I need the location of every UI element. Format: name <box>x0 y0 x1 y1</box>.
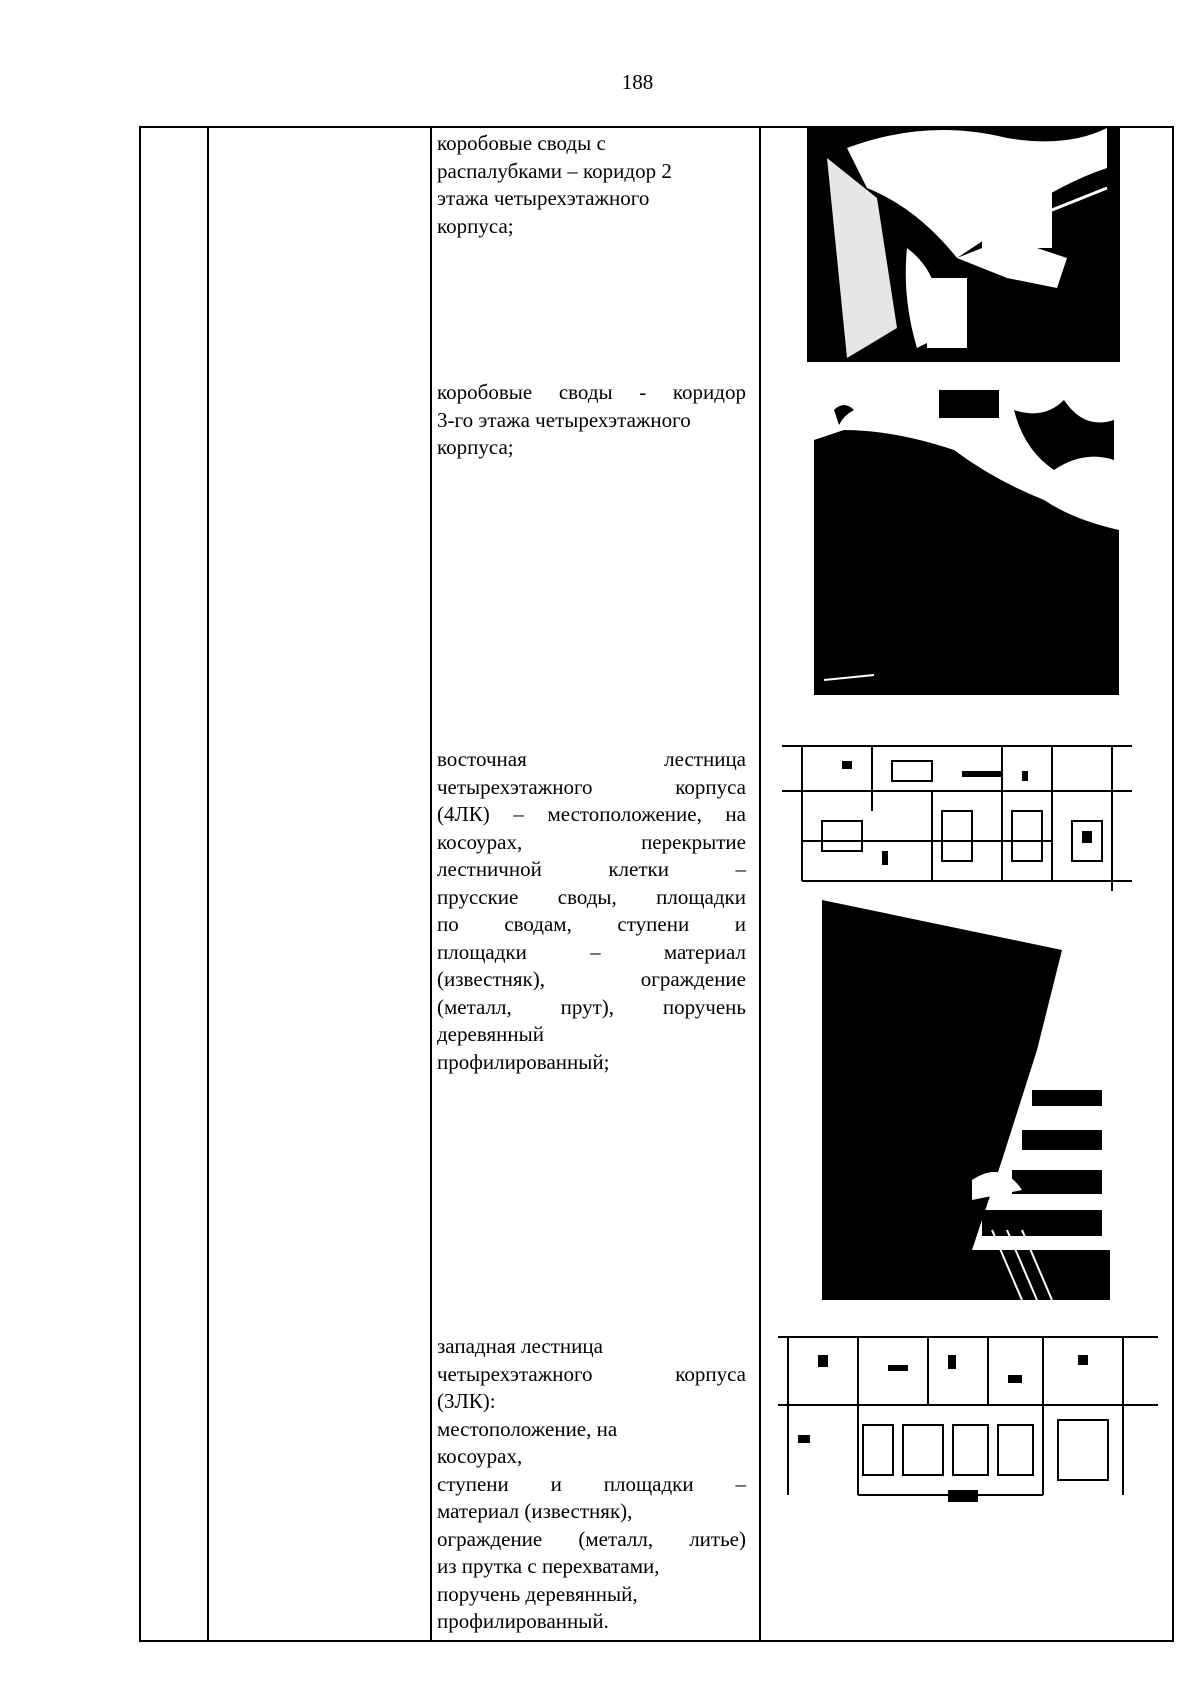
page-number: 188 <box>621 70 654 94</box>
text-line: (металл, прут), поручень <box>437 994 746 1019</box>
text-line: профилированный; <box>437 1049 610 1074</box>
text-line: (известняк), ограждение <box>437 967 746 991</box>
text-line: распалубками – коридор 2 <box>437 158 672 183</box>
text-line: профилированный. <box>437 1609 609 1633</box>
row-4-description <box>437 1333 746 1636</box>
text-line: ограждение (металл, литье) <box>437 1526 746 1551</box>
row-1-description <box>437 130 746 240</box>
text-line: поручень деревянный, <box>437 1581 638 1606</box>
column-divider <box>207 128 209 1640</box>
column-divider <box>759 128 761 1640</box>
text-line: местоположение, на <box>437 1416 618 1441</box>
row-2-description <box>437 379 746 462</box>
text-line: восточная лестница <box>437 747 746 771</box>
east-staircase-photo <box>822 900 1110 1300</box>
text-line: из прутка с перехватами, <box>437 1554 660 1578</box>
east-staircase-floor-plan <box>782 731 1138 891</box>
west-staircase-floor-plan <box>778 1335 1158 1505</box>
text-line: материал (известняк), <box>437 1499 633 1523</box>
text-line: (4ЛК) – местоположение, на <box>437 802 746 826</box>
text-line: прусские своды, площадки <box>437 884 746 909</box>
corridor-3rd-floor-photo <box>814 390 1119 695</box>
text-line: по сводам, ступени и <box>437 912 746 936</box>
row-3-description <box>437 746 746 1076</box>
text-line: западная лестница <box>437 1334 603 1358</box>
text-line: коробовые своды - коридор <box>437 380 746 404</box>
column-divider <box>430 128 432 1640</box>
text-line: 3-го этажа четырехэтажного <box>437 407 691 432</box>
text-line: (3ЛК): <box>437 1389 496 1413</box>
corridor-vault-photo <box>807 128 1120 362</box>
text-line: лестничной клетки – <box>437 857 746 881</box>
text-line: коробовые своды с <box>437 131 606 155</box>
text-line: ступени и площадки – <box>437 1471 746 1496</box>
text-line: косоурах, <box>437 1444 523 1468</box>
text-line: площадки – материал <box>437 939 746 964</box>
text-line: косоурах, перекрытие <box>437 829 746 854</box>
text-line: корпуса; <box>437 435 514 459</box>
text-line: четырехэтажного корпуса <box>437 774 746 799</box>
text-line: корпуса; <box>437 213 514 238</box>
text-line: этажа четырехэтажного <box>437 186 650 210</box>
text-line: четырехэтажного корпуса <box>437 1361 746 1386</box>
text-line: деревянный <box>437 1022 544 1046</box>
